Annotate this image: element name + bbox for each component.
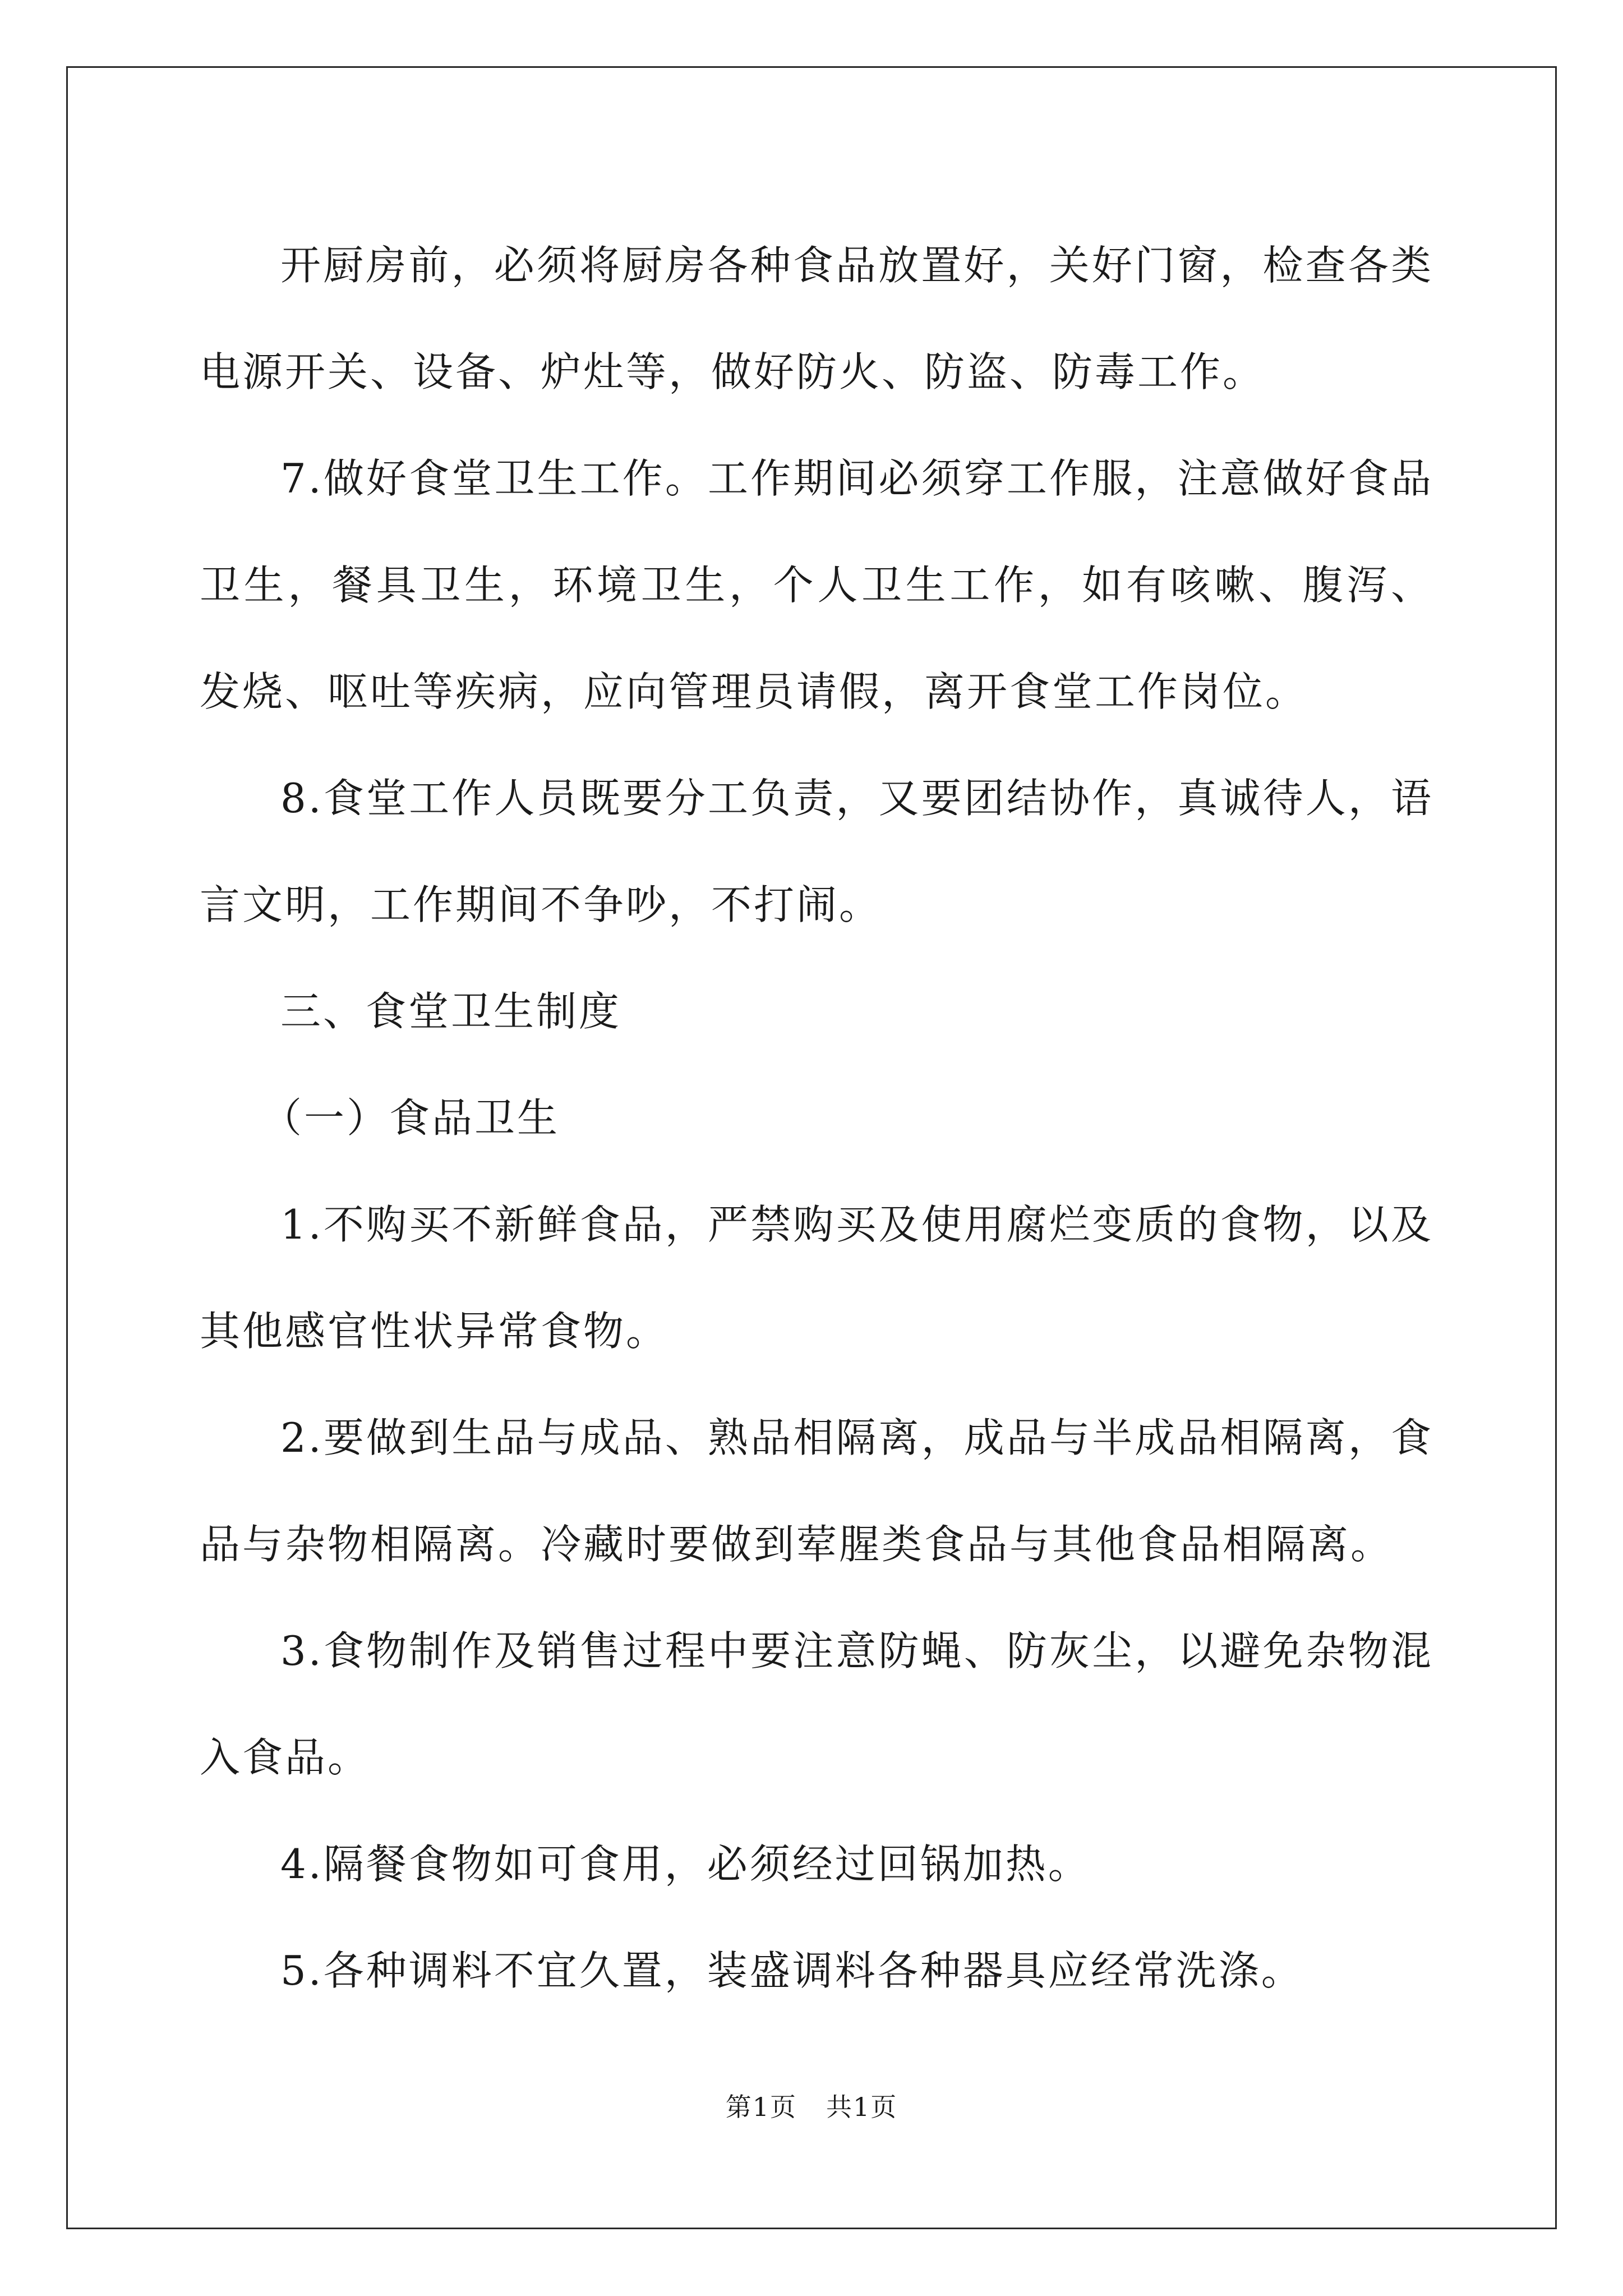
paragraph-item-5: 5.各种调料不宜久置，装盛调料各种器具应经常洗涤。	[280, 1947, 1304, 1994]
paragraph-item-7: 7.做好食堂卫生工作。工作期间必须穿工作服，注意做好食品卫生，餐具卫生，环境卫生，个人卫生工作，如有咳嗽、腹泻、发烧、呕吐等疾病，应向管理员请假，离开食堂工作岗位。	[200, 455, 1433, 715]
paragraph-kitchen-closing: 开厨房前，必须将厨房各种食品放置好，关好门窗，检查各类电源开关、设备、炉灶等，做好防火、防盗、防毒工作。	[200, 242, 1433, 395]
paragraph-item-1: 1.不购买不新鲜食品，严禁购买及使用腐烂变质的食物，以及其他感官性状异常食物。	[200, 1201, 1433, 1355]
page-number: 第1页	[725, 2092, 797, 2122]
page-footer	[0, 2087, 1623, 2124]
paragraph-item-3: 3.食物制作及销售过程中要注意防蝇、防灰尘，以避免杂物混入食品。	[200, 1627, 1433, 1781]
subsection-heading-food-hygiene: （一）食品卫生	[261, 1094, 560, 1142]
paragraph-item-8: 8.食堂工作人员既要分工负责，又要团结协作，真诚待人，语言文明，工作期间不争吵，不打闹。	[200, 775, 1433, 928]
section-heading-hygiene: 三、食堂卫生制度	[280, 988, 622, 1035]
document-body	[200, 212, 1433, 2024]
paragraph-item-4: 4.隔餐食物如可食用，必须经过回锅加热。	[280, 1841, 1091, 1888]
page-total: 共1页	[826, 2092, 898, 2122]
paragraph-item-2: 2.要做到生品与成品、熟品相隔离，成品与半成品相隔离，食品与杂物相隔离。冷藏时要做到荤腥类食品与其他食品相隔离。	[200, 1414, 1433, 1568]
